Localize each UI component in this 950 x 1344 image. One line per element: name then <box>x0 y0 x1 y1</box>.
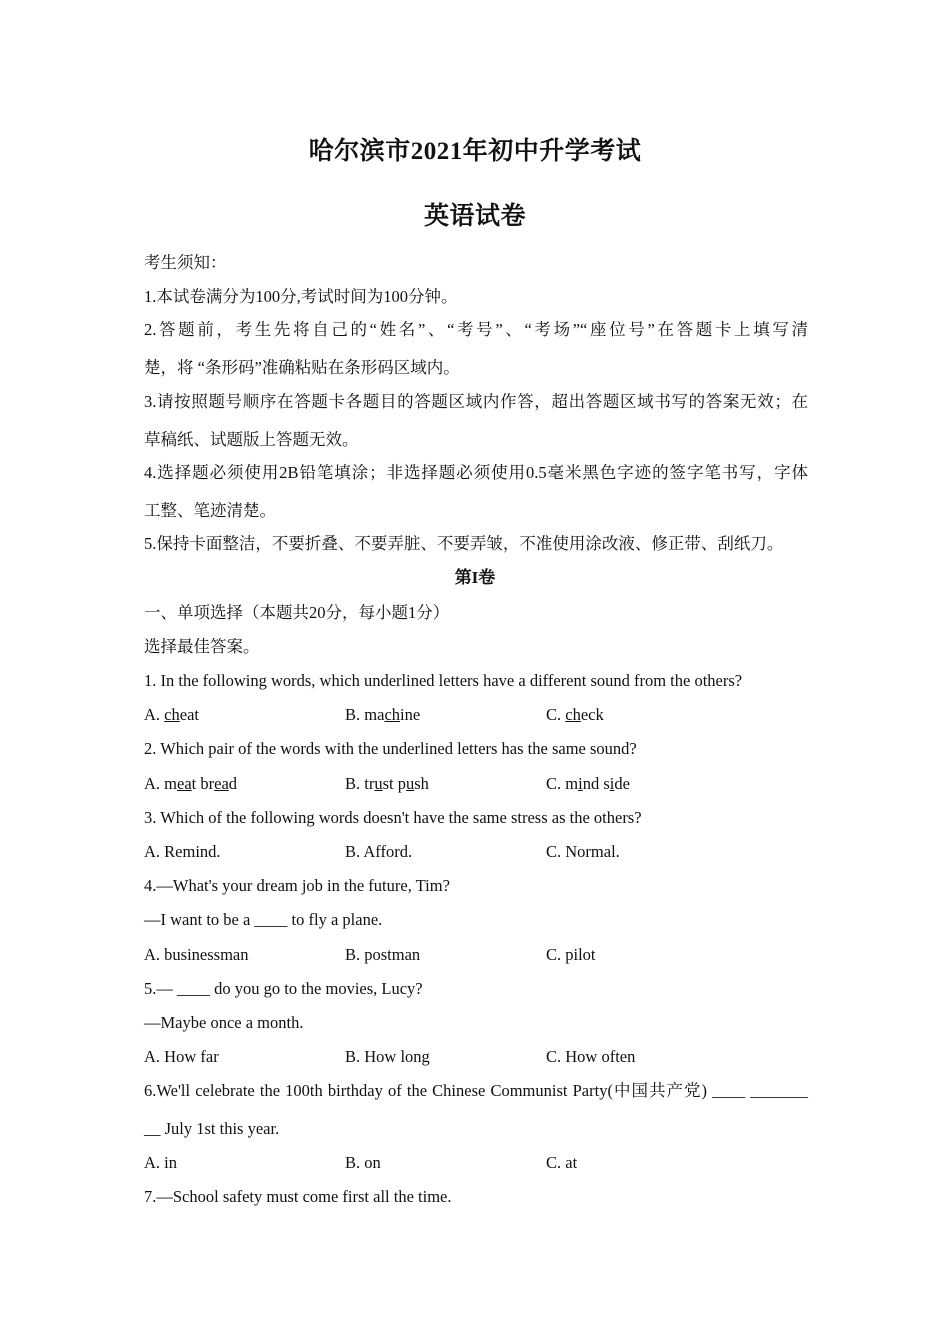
q4-line-1: 4.—What's your dream job in the future, Tim? <box>144 876 450 895</box>
q6-line-2: __ July 1st this year. <box>144 1119 280 1138</box>
notice-3b: 草稿纸、试题版上答题无效。 <box>144 430 359 449</box>
notice-1: 1.本试卷满分为100分,考试时间为100分钟。 <box>144 287 458 306</box>
q2-option-c: C. mind side <box>546 774 630 793</box>
q3-option-c: C. Normal. <box>546 842 620 861</box>
section-title: 第I卷 <box>454 568 496 587</box>
q2-stem: 2. Which pair of the words with the underlined letters has the same sound? <box>144 739 637 758</box>
q4-option-c: C. pilot <box>546 945 596 964</box>
q5-option-c: C. How often <box>546 1047 636 1066</box>
notice-4a: 4.选择题必须使用2B铅笔填涂；非选择题必须使用0.5毫米黑色字迹的签字笔书写，字体 <box>144 463 808 482</box>
q6-option-a: A. in <box>144 1153 177 1172</box>
q2-option-a: A. meat bread <box>144 774 238 793</box>
notice-2a: 2.答题前，考生先将自己的“姓名”、“考号”、“考场”“座位号”在答题卡上填写清 <box>144 320 808 339</box>
q1-option-a: A. cheat <box>144 705 199 724</box>
part-instruction: 选择最佳答案。 <box>144 637 260 656</box>
q1-option-c: C. check <box>546 705 604 724</box>
q5-option-a: A. How far <box>144 1047 219 1066</box>
exam-title: 哈尔滨市2021年初中升学考试 <box>308 138 642 165</box>
q3-option-a: A. Remind. <box>144 842 221 861</box>
q4-line-2: —I want to be a ____ to fly a plane. <box>144 910 383 929</box>
q6-option-c: C. at <box>546 1153 578 1172</box>
q2-option-b: B. trust push <box>345 774 429 793</box>
q7-line-1: 7.—School safety must come first all the time. <box>144 1187 452 1206</box>
q3-stem: 3. Which of the following words doesn't have the same stress as the others? <box>144 808 642 827</box>
notice-3a: 3.请按照题号顺序在答题卡各题目的答题区域内作答，超出答题区域书写的答案无效；在 <box>144 392 808 411</box>
notice-5: 5.保持卡面整洁，不要折叠、不要弄脏、不要弄皱，不准使用涂改液、修正带、刮纸刀。 <box>144 534 784 553</box>
q3-option-b: B. Afford. <box>345 842 413 861</box>
q5-line-2: —Maybe once a month. <box>144 1013 304 1032</box>
q6-line-1: 6.We'll celebrate the 100th birthday of the Chinese Communist Party(中国共产党) ____ _______ <box>144 1081 808 1100</box>
part-heading: 一、单项选择（本题共20分，每小题1分） <box>144 603 450 622</box>
notice-4b: 工整、笔迹清楚。 <box>144 501 276 520</box>
exam-subtitle: 英语试卷 <box>423 203 526 230</box>
notice-2b: 楚，将 “条形码”准确粘贴在条形码区域内。 <box>144 358 460 377</box>
q4-option-a: A. businessman <box>144 945 249 964</box>
q1-option-b: B. machine <box>345 705 421 724</box>
q5-line-1: 5.— ____ do you go to the movies, Lucy? <box>144 979 423 998</box>
q4-option-b: B. postman <box>345 945 421 964</box>
notice-heading: 考生须知： <box>144 253 227 272</box>
q6-option-b: B. on <box>345 1153 381 1172</box>
q5-option-b: B. How long <box>345 1047 430 1066</box>
q1-stem: 1. In the following words, which underlined letters have a different sound from the others? <box>144 671 743 690</box>
